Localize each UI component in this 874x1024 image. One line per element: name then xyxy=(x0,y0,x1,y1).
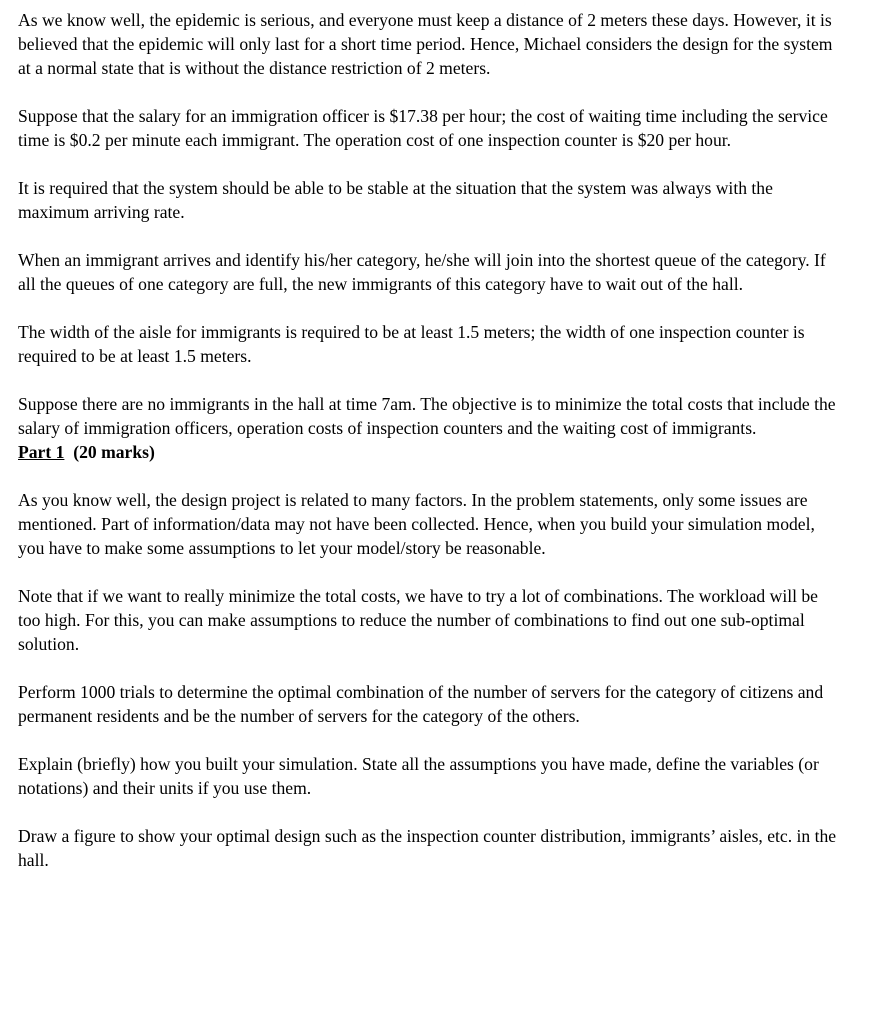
paragraph-objective: Suppose there are no immigrants in the hall at time 7am. The objective is to minimize the total costs that include the salary of immigration officers, operation costs of inspection counters and the waiting cost of immigrants. xyxy=(18,394,836,438)
paragraph-trials: Perform 1000 trials to determine the optimal combination of the number of servers for the category of citizens and permanent residents and be the number of servers for the category of the others. xyxy=(18,682,824,726)
paragraph-queue-rule: When an immigrant arrives and identify his/her category, he/she will join into the shortest queue of the category. If all the queues of one category are full, the new immigrants of this category have to wait out of the hall. xyxy=(18,250,826,294)
paragraph-combinations-note: Note that if we want to really minimize the total costs, we have to try a lot of combinations. The workload will be too high. For this, you can make assumptions to reduce the number of combinations to find out one sub-optimal solution. xyxy=(18,586,818,654)
paragraph-width-requirements: The width of the aisle for immigrants is required to be at least 1.5 meters; the width of one inspection counter is required to be at least 1.5 meters. xyxy=(18,322,805,366)
part1-title: Part 1 xyxy=(18,442,65,462)
paragraph-costs: Suppose that the salary for an immigration officer is $17.38 per hour; the cost of waiting time including the service time is $0.2 per minute each immigrant. The operation cost of one inspection counter is $20 per hour. xyxy=(18,106,828,150)
part1-heading xyxy=(18,440,838,464)
paragraph-figure: Draw a figure to show your optimal design such as the inspection counter distribution, immigrants’ aisles, etc. in the hall. xyxy=(18,826,837,870)
part1-marks: (20 marks) xyxy=(73,442,155,462)
document-page xyxy=(18,8,838,872)
paragraph-stability: It is required that the system should be able to be stable at the situation that the system was always with the maximum arriving rate. xyxy=(18,178,773,222)
paragraph-epidemic: As we know well, the epidemic is serious, and everyone must keep a distance of 2 meters these days. However, it is believed that the epidemic will only last for a short time period. Hence, Michael considers the design for the system at a normal state that is without the distance restriction of 2 meters. xyxy=(18,10,833,78)
paragraph-explain: Explain (briefly) how you built your simulation. State all the assumptions you have made, define the variables (or notations) and their units if you use them. xyxy=(18,754,819,798)
paragraph-assumptions-intro: As you know well, the design project is related to many factors. In the problem statements, only some issues are mentioned. Part of information/data may not have been collected. Hence, when you build your simulation model, you have to make some assumptions to let your model/story be reasonable. xyxy=(18,490,815,558)
